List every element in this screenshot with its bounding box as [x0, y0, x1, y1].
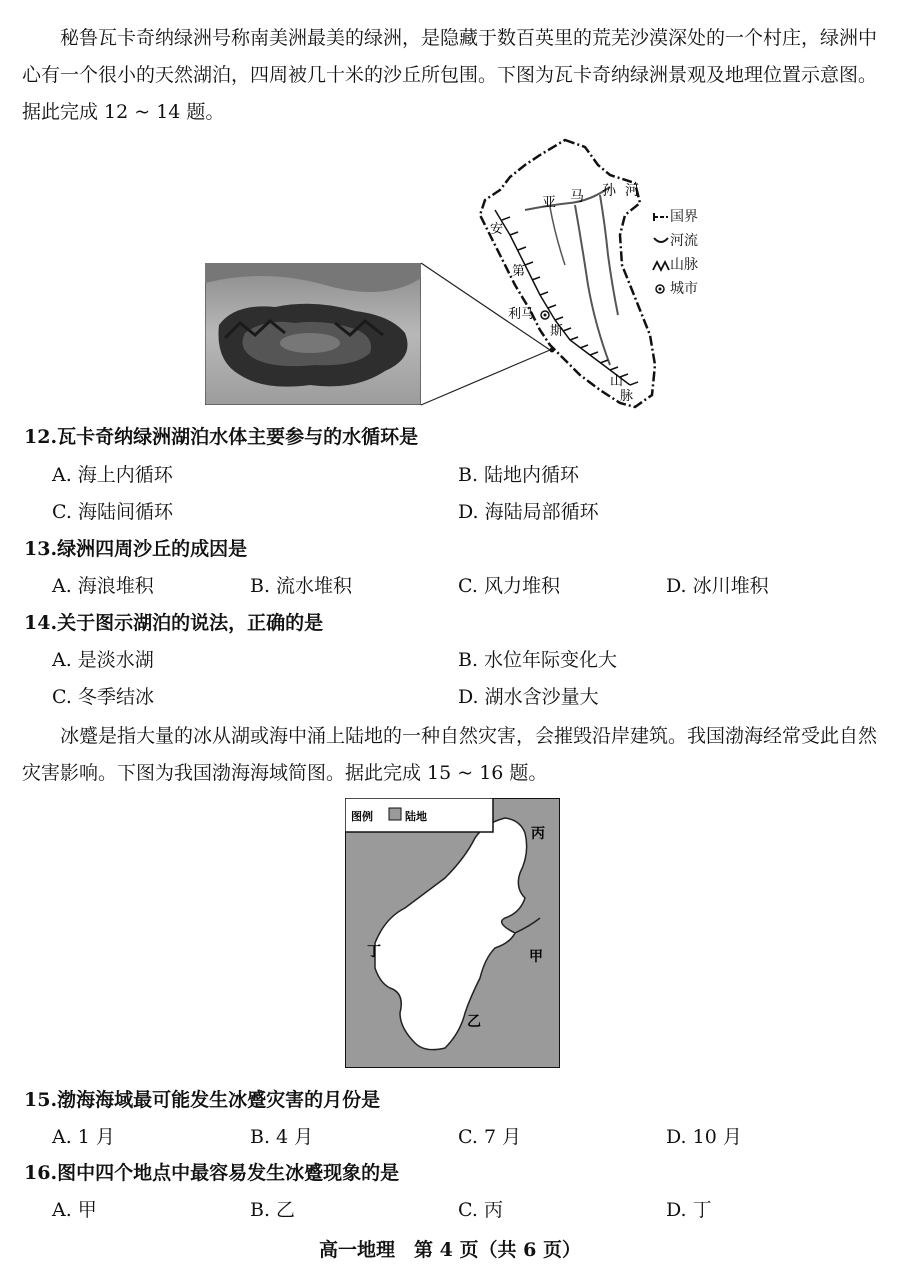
label-shan: 山 — [610, 374, 624, 389]
point-bing: 丙 — [531, 826, 545, 842]
river-legend-icon — [652, 234, 670, 248]
q12-option-b[interactable]: B. 陆地内循环 — [458, 464, 580, 486]
connector-lines — [0, 0, 900, 420]
q15-option-a[interactable]: A. 1 月 — [52, 1126, 115, 1148]
q15-option-c[interactable]: C. 7 月 — [458, 1126, 522, 1148]
q16-option-b[interactable]: B. 乙 — [250, 1199, 296, 1221]
question-12: 12.瓦卡奇纳绿洲湖泊水体主要参与的水循环是 — [24, 426, 419, 448]
q16-option-c[interactable]: C. 丙 — [458, 1199, 503, 1221]
q16-option-d[interactable]: D. 丁 — [666, 1199, 712, 1221]
question-16: 16.图中四个地点中最容易发生冰蹙现象的是 — [24, 1162, 400, 1184]
point-ding: 丁 — [367, 944, 381, 960]
label-an: 安 — [490, 222, 504, 237]
point-yi: 乙 — [467, 1014, 481, 1030]
label-ma: 马 — [570, 189, 584, 205]
q13-option-c[interactable]: C. 风力堆积 — [458, 575, 560, 597]
q12-option-d[interactable]: D. 海陆局部循环 — [458, 501, 599, 523]
q15-option-d[interactable]: D. 10 月 — [666, 1126, 742, 1148]
page-footer: 高一地理 第 4 页（共 6 页） — [319, 1239, 581, 1261]
label-di: 第 — [512, 264, 526, 279]
legend-city-label: 城市 — [670, 281, 698, 297]
q13-option-a[interactable]: A. 海浪堆积 — [52, 575, 154, 597]
q14-option-d[interactable]: D. 湖水含沙量大 — [458, 686, 599, 708]
legend-river-label: 河流 — [670, 233, 698, 249]
label-xun: 孙 — [602, 183, 616, 199]
label-ya: 亚 — [542, 195, 556, 211]
q12-option-a[interactable]: A. 海上内循环 — [52, 464, 173, 486]
label-lima: 利马 — [508, 307, 535, 322]
intro-paragraph-2: 冰蹙是指大量的冰从湖或海中涌上陆地的一种自然灾害，会摧毁沿岸建筑。我国渤海经常受此自然灾害影响。下图为我国渤海海域简图。据此完成 15 ~ 16 题。 — [22, 725, 878, 784]
label-he: 河 — [625, 183, 639, 199]
border-legend-icon — [652, 210, 670, 224]
q14-option-c[interactable]: C. 冬季结冰 — [52, 686, 154, 708]
question-15: 15.渤海海域最可能发生冰蹙灾害的月份是 — [24, 1089, 381, 1111]
q15-option-b[interactable]: B. 4 月 — [250, 1126, 314, 1148]
question-13: 13.绿洲四周沙丘的成因是 — [24, 538, 248, 560]
city-legend-icon — [652, 282, 670, 296]
label-mai: 脉 — [620, 389, 634, 404]
legend-mountain-label: 山脉 — [670, 257, 698, 273]
map1-legend — [652, 205, 732, 301]
q14-option-a[interactable]: A. 是淡水湖 — [52, 649, 154, 671]
q14-option-b[interactable]: B. 水位年际变化大 — [458, 649, 618, 671]
map2-legend-land: 陆地 — [405, 810, 427, 823]
point-jia: 甲 — [529, 949, 543, 965]
map2-legend-title: 图例 — [351, 810, 373, 823]
bohai-map — [345, 798, 560, 1068]
q13-option-b[interactable]: B. 流水堆积 — [250, 575, 353, 597]
intro-paragraph-1: 秘鲁瓦卡奇纳绿洲号称南美洲最美的绿洲，是隐藏于数百英里的荒芜沙漠深处的一个村庄，绿洲中心有一个很小的天然湖泊，四周被几十米的沙丘所包围。下图为瓦卡奇纳绿洲景观及地理位置示意图。据此完成 12 ~ 14 题。 — [22, 27, 878, 123]
mountain-legend-icon — [652, 258, 670, 272]
label-si: 斯 — [550, 324, 564, 339]
q12-option-c[interactable]: C. 海陆间循环 — [52, 501, 173, 523]
legend-border-label: 国界 — [670, 209, 698, 225]
q13-option-d[interactable]: D. 冰川堆积 — [666, 575, 769, 597]
q16-option-a[interactable]: A. 甲 — [52, 1199, 97, 1221]
question-14: 14.关于图示湖泊的说法，正确的是 — [24, 612, 324, 634]
